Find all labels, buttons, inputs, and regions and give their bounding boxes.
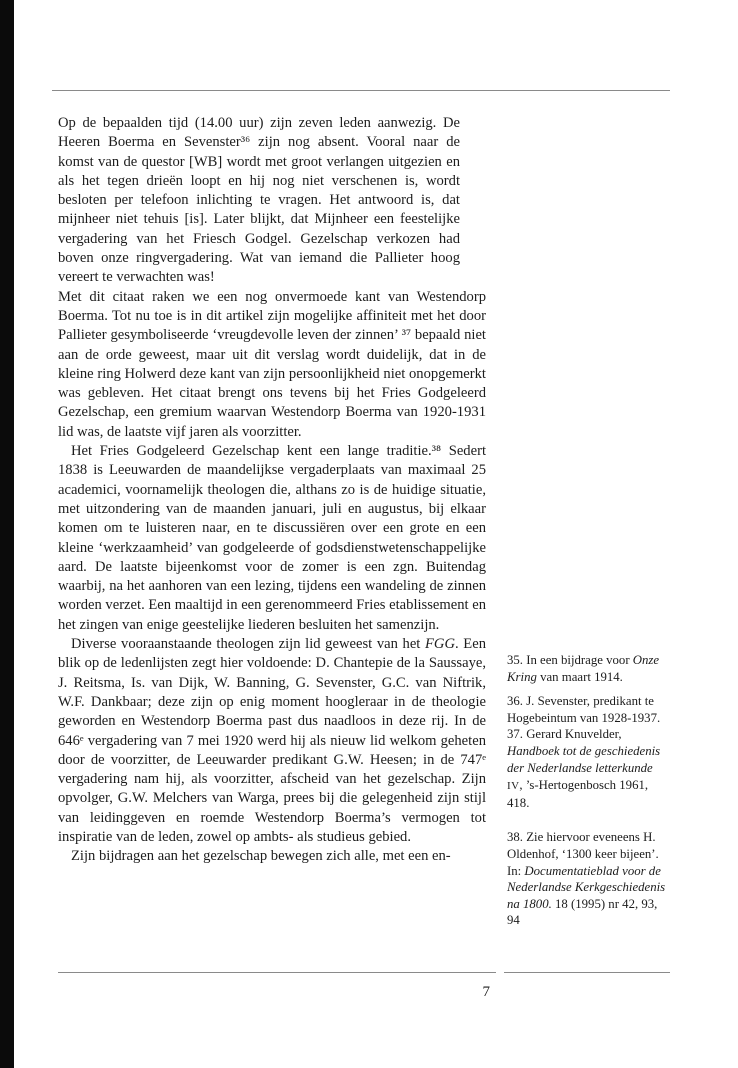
fgg-abbrev: FGG (425, 636, 456, 653)
paragraph-4: Zijn bijdragen aan het gezelschap bewegen zich alle, met een en- (71, 848, 451, 865)
main-text-column (58, 114, 486, 867)
footnote-36: 36. J. Sevenster, predikant te Hogebeintum van 1928-1937. (507, 694, 661, 725)
paragraph-3 (58, 635, 486, 847)
footnote-35 (507, 652, 671, 685)
paragraph-1: Met dit citaat raken we een nog onvermoede kant van Westendorp Boerma. Tot nu toe is in dit artikel zijn mogelijke affiniteit met het door Pallieter gesymboliseerde ‘vreugdevolle leven der zinnen’ ³⁷ bepaald niet aan de orde geweest, maar uit dit verslag wordt duidelijk, dat in de kleine ring Holwerd deze kant van zijn persoonlijkheid niet onopgemerkt was gebleven. Het citaat brengt ons tevens bij het Fries Godgeleerd Gezelschap, een gremium waarvan Westendorp Boerma van 1920-1931 lid was, de laatste vijf jaren als voorzitter. (58, 288, 486, 440)
footnote-37-text: 37. Gerard Knuvelder, (507, 727, 622, 742)
footnote-37-volume: IV (507, 780, 520, 793)
page-number: 7 (482, 984, 490, 1000)
header-rule (52, 90, 670, 91)
footnote-38 (507, 829, 671, 929)
footer-rule-notes (504, 972, 670, 973)
footnotes-column (507, 652, 671, 929)
footnote-35-end: van maart 1914. (536, 669, 623, 684)
scan-edge-bar (0, 0, 14, 1068)
footnote-37 (507, 726, 671, 811)
footer-rule-main (58, 972, 496, 973)
footnote-38-end: 18 (1995) nr 42, 93, 94 (507, 896, 658, 928)
paragraph-3-rest: . Een blik op de ledenlijsten zegt hier voldoende: D. Chantepie de la Saussaye, J. Reitsma, Is. van Dijk, W. Banning, G. Sevenster, G.C. van Niftrik, W.F. Dankbaar; deze zijn op enig moment hoogleraar in de theologie geworden en Westendorp Boerma past dus naadloos in deze rij. In de 646ᵉ vergadering van 7 mei 1920 werd hij als nieuw lid welkom geheten door de voorzitter, de Leeuwarder predikant G.W. Heesen; in de 747ᵉ vergadering nam hij, als voorzitter, afscheid van het gezelschap. Zijn opvolger, G.W. Melchers van Warga, prees bij die gelegenheid zijn stijl van leidinggeven en roemde Westendorp Boerma’s vermogen tot inspiratie van de leden, zowel op ambts- als studieus gebied. (58, 636, 486, 845)
block-quote: Op de bepaalden tijd (14.00 uur) zijn zeven leden aanwezig. De Heeren Boerma en Sevenster³⁶ zijn nog absent. Vooral naar de komst van de questor [WB] wordt met groot verlangen uitgezien en als het tegen drieën loopt en hij nog niet verschenen is, wordt besloten per telefoon inlichting te vragen. Het antwoord is, dat mijnheer niet tehuis [is]. Later blijkt, dat Mijnheer een feestelijke vergadering van het Friesch Godgel. Gezelschap verkozen had boven onze ringvergadering. Wat van iemand die Pallieter hoog vereert te verwachten was! (58, 115, 460, 286)
footnote-35-title: Onze Kring (507, 653, 660, 684)
paragraph-2: Het Fries Godgeleerd Gezelschap kent een lange traditie.³⁸ Sedert 1838 is Leeuwarden de maandelijkse vergaderplaats van maximaal 25 academici, voornamelijk theologen die, althans zo is de huidige situatie, met uitzondering van de maanden januari, juli en augustus, bij elkaar komen om te luisteren naar, en te discussiëren over een grote en een kleine ‘werkzaamheid’ van godgeleerde of godsdienstwetenschappelijke aard. De laatste bijeenkomst voor de zomer is een zgn. Buitendag waarbij, na het aanhoren van een lezing, tijdens een wandeling de zinnen worden verzet. Een maaltijd in een gerenommeerd Fries etablissement en het zingen van enige geestelijke liederen besluiten het samenzijn. (58, 443, 486, 633)
paragraph-3-start: Diverse vooraanstaande theologen zijn lid geweest van het (71, 636, 426, 653)
footnote-38-text: 38. Zie hiervoor eveneens H. Oldenhof, ‘1300 keer bijeen’. In: (507, 830, 659, 878)
footnote-37-title: Handboek tot de geschiedenis der Nederlandse letterkunde (507, 743, 661, 775)
footnote-37-end: , ’s-Hertogenbosch 1961, 418. (507, 778, 649, 810)
footnote-38-title: Documentatieblad voor de Nederlandse Kerkgeschiedenis na 1800. (507, 863, 666, 911)
footnote-35-text: 35. In een bijdrage voor (507, 653, 633, 667)
